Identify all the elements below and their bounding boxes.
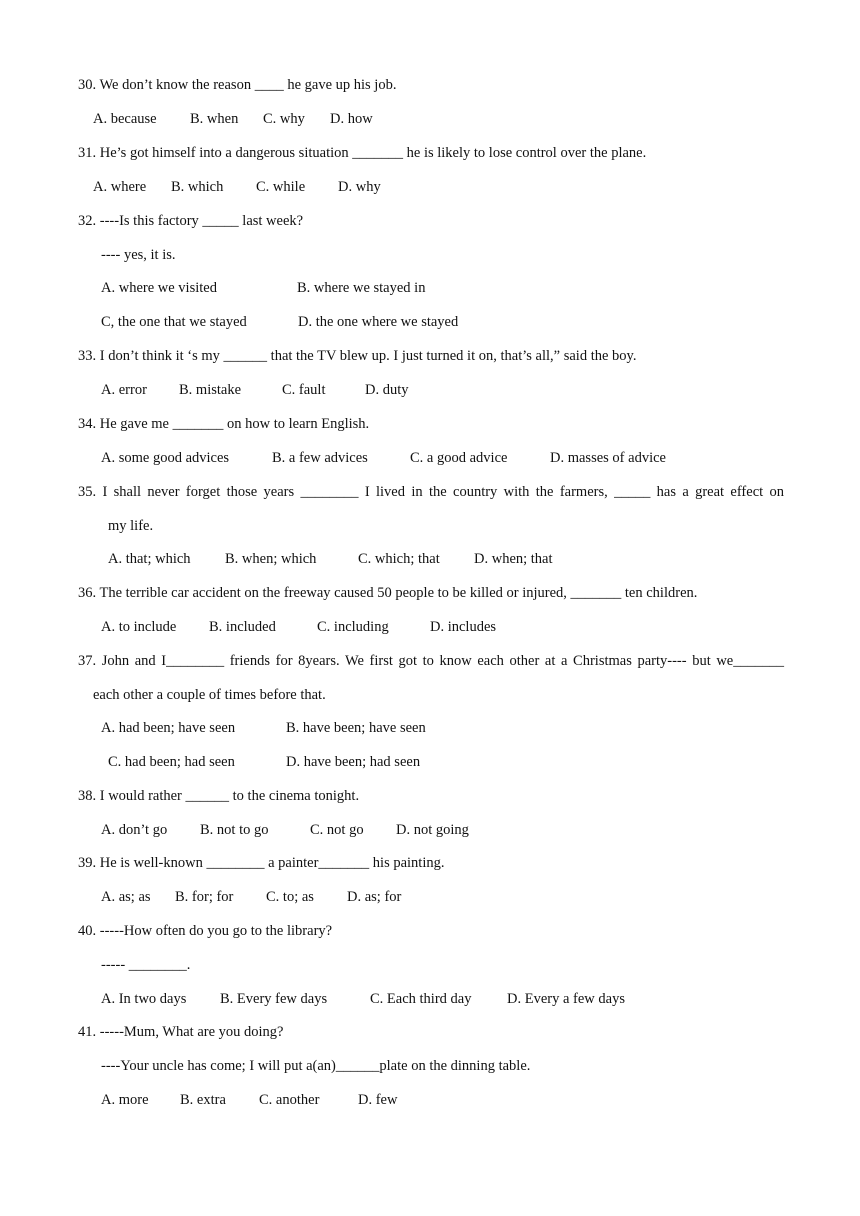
q41-option-c: C. another [259, 1092, 320, 1108]
q41-option-d: D. few [358, 1092, 398, 1108]
q30-option-a: A. because [93, 111, 157, 127]
question-30-stem: 30. We don’t know the reason ____ he gave up his job. [78, 77, 397, 93]
question-31-stem: 31. He’s got himself into a dangerous situation _______ he is likely to lose control over the plane. [78, 145, 647, 161]
q32-option-a: A. where we visited [101, 280, 217, 296]
q38-option-b: B. not to go [200, 822, 269, 838]
question-40-reply: ----- ________. [101, 957, 191, 973]
question-39-stem: 39. He is well-known ________ a painter_______ his painting. [78, 855, 445, 871]
q30-option-d: D. how [330, 111, 373, 127]
q36-option-a: A. to include [101, 619, 177, 635]
q33-option-c: C. fault [282, 382, 326, 398]
q39-option-a: A. as; as [101, 889, 151, 905]
q32-option-c: C, the one that we stayed [101, 314, 247, 330]
question-35-stem: 35. I shall never forget those years ________ I lived in the country with the farmers, _____ has a great effect on [78, 484, 784, 500]
q35-option-a: A. that; which [108, 551, 191, 567]
q35-option-c: C. which; that [358, 551, 440, 567]
q37-option-d: D. have been; had seen [286, 754, 421, 770]
q31-option-d: D. why [338, 179, 381, 195]
q33-option-b: B. mistake [179, 382, 242, 398]
question-40-stem: 40. -----How often do you go to the library? [78, 923, 333, 939]
q31-option-b: B. which [171, 179, 224, 195]
q30-option-c: C. why [263, 111, 305, 127]
q31-option-c: C. while [256, 179, 306, 195]
question-35-stem-continued: my life. [108, 518, 154, 534]
q41-option-a: A. more [101, 1092, 149, 1108]
question-36-stem: 36. The terrible car accident on the freeway caused 50 people to be killed or injured, _______ ten children. [78, 585, 698, 601]
q35-option-d: D. when; that [474, 551, 553, 567]
q37-option-a: A. had been; have seen [101, 720, 236, 736]
question-41-reply: ----Your uncle has come; I will put a(an)______plate on the dinning table. [101, 1058, 531, 1074]
question-32-stem: 32. ----Is this factory _____ last week? [78, 213, 304, 229]
q40-option-c: C. Each third day [370, 991, 472, 1007]
q40-option-a: A. In two days [101, 991, 187, 1007]
question-37-stem-continued: each other a couple of times before that. [93, 687, 326, 703]
question-34-stem: 34. He gave me _______ on how to learn English. [78, 416, 370, 432]
q31-option-a: A. where [93, 179, 147, 195]
q34-option-a: A. some good advices [101, 450, 230, 466]
question-32-reply: ---- yes, it is. [101, 247, 176, 263]
q38-option-c: C. not go [310, 822, 364, 838]
q39-option-d: D. as; for [347, 889, 402, 905]
q34-option-c: C. a good advice [410, 450, 508, 466]
q37-option-b: B. have been; have seen [286, 720, 426, 736]
q36-option-d: D. includes [430, 619, 497, 635]
q34-option-d: D. masses of advice [550, 450, 666, 466]
q39-option-c: C. to; as [266, 889, 314, 905]
q40-option-b: B. Every few days [220, 991, 328, 1007]
q37-option-c: C. had been; had seen [108, 754, 235, 770]
q39-option-b: B. for; for [175, 889, 234, 905]
q36-option-c: C. including [317, 619, 389, 635]
q38-option-d: D. not going [396, 822, 469, 838]
q32-option-d: D. the one where we stayed [298, 314, 459, 330]
q38-option-a: A. don’t go [101, 822, 168, 838]
q40-option-d: D. Every a few days [507, 991, 625, 1007]
question-38-stem: 38. I would rather ______ to the cinema tonight. [78, 788, 360, 804]
q34-option-b: B. a few advices [272, 450, 368, 466]
question-41-stem: 41. -----Mum, What are you doing? [78, 1024, 284, 1040]
question-37-stem: 37. John and I________ friends for 8years. We first got to know each other at a Christmas party---- but we_______ [78, 653, 784, 669]
q36-option-b: B. included [209, 619, 276, 635]
q32-option-b: B. where we stayed in [297, 280, 426, 296]
question-33-stem: 33. I don’t think it ‘s my ______ that the TV blew up. I just turned it on, that’s all,” said the boy. [78, 348, 637, 364]
q33-option-a: A. error [101, 382, 147, 398]
q33-option-d: D. duty [365, 382, 409, 398]
q30-option-b: B. when [190, 111, 239, 127]
q35-option-b: B. when; which [225, 551, 317, 567]
q41-option-b: B. extra [180, 1092, 226, 1108]
